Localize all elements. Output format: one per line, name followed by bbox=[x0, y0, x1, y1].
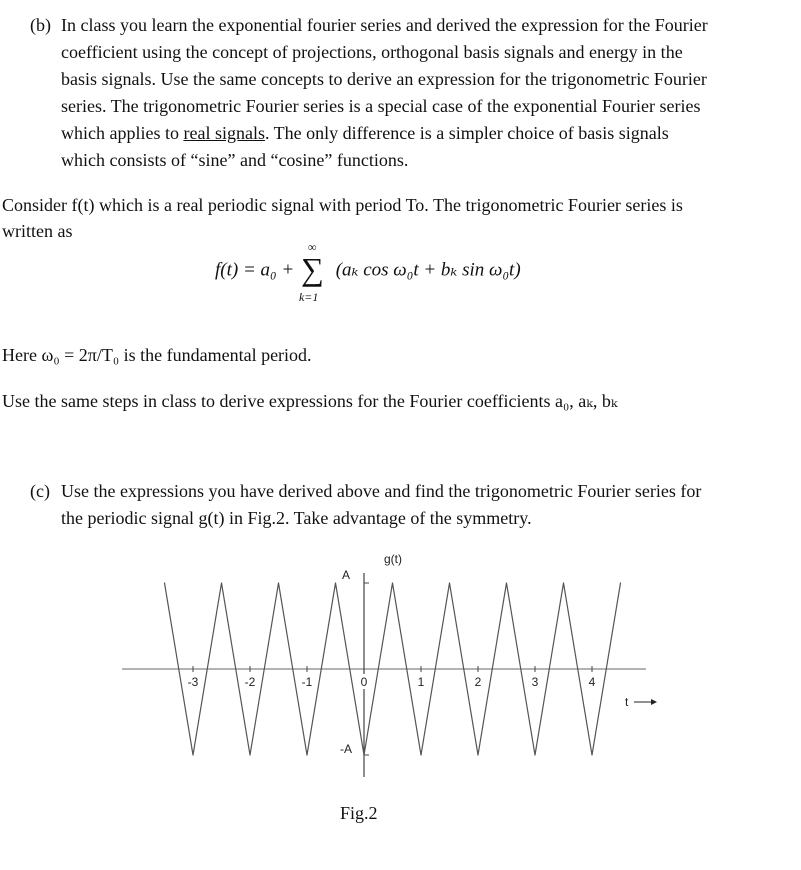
wave-vertex-point bbox=[392, 582, 393, 583]
sum-lower-limit: k=1 bbox=[298, 290, 319, 304]
part-b-line-2: coefficient using the concept of projections, orthogonal basis signals and energy in the bbox=[61, 42, 683, 62]
x-tick-label: 1 bbox=[417, 675, 425, 689]
consider-paragraph bbox=[2, 192, 792, 244]
part-b-line-4: series. The trigonometric Fourier series is a special case of the exponential Fourier series bbox=[61, 96, 701, 116]
part-c-line-1: Use the expressions you have derived above and find the trigonometric Fourier series for bbox=[61, 481, 702, 501]
derive-instructions-text: Use the same steps in class to derive expressions for the Fourier coefficients a₀, aₖ, bₖ bbox=[2, 391, 618, 411]
wave-vertex-point bbox=[591, 754, 592, 755]
part-b-line-6: which consists of “sine” and “cosine” functions. bbox=[61, 150, 409, 170]
wave-vertex-point bbox=[335, 582, 336, 583]
part-b-line-5-post: . The only difference is a simpler choice of basis signals bbox=[264, 123, 669, 143]
wave-vertex-point bbox=[506, 582, 507, 583]
part-c-line-2: the periodic signal g(t) in Fig.2. Take advantage of the symmetry. bbox=[61, 508, 532, 528]
part-c-paragraph bbox=[30, 478, 790, 532]
x-tick-label: -1 bbox=[301, 675, 313, 689]
x-tick-label: -2 bbox=[244, 675, 256, 689]
sum-symbol: ∑ bbox=[300, 251, 324, 287]
triangle-wave-chart bbox=[110, 545, 680, 785]
x-tick-label: 2 bbox=[474, 675, 482, 689]
chart-title: g(t) bbox=[384, 552, 402, 566]
sum-upper-limit: ∞ bbox=[307, 240, 317, 254]
part-b-paragraph bbox=[30, 12, 790, 174]
wave-vertex-point bbox=[620, 582, 621, 583]
real-signals-underlined: real signals bbox=[183, 123, 265, 143]
y-label-minus-A: -A bbox=[340, 742, 352, 756]
summation bbox=[298, 240, 331, 304]
figure-caption: Fig.2 bbox=[340, 803, 378, 823]
x-arrow-head bbox=[651, 699, 657, 705]
wave-vertex-point bbox=[306, 754, 307, 755]
wave-vertex-point bbox=[449, 582, 450, 583]
wave-vertex-point bbox=[563, 582, 564, 583]
x-tick-label: 3 bbox=[531, 675, 539, 689]
wave-vertex-point bbox=[221, 582, 222, 583]
x-tick-label: 0 bbox=[360, 675, 368, 689]
equation-rhs: (aₖ cos ω₀t + bₖ sin ω₀t) bbox=[335, 259, 521, 281]
y-label-A: A bbox=[341, 568, 351, 582]
wave-vertex-point bbox=[192, 754, 193, 755]
wave-vertex-point bbox=[363, 754, 364, 755]
wave-vertex-point bbox=[164, 582, 165, 583]
wave-vertex-point bbox=[278, 582, 279, 583]
fourier-series-equation bbox=[215, 240, 521, 304]
part-b-line-5-pre: which applies to bbox=[61, 123, 184, 143]
part-b-label: (b) bbox=[30, 15, 51, 35]
x-tick-label: -3 bbox=[187, 675, 199, 689]
part-b-line-3: basis signals. Use the same concepts to derive an expression for the trigonometric Fourier bbox=[61, 69, 707, 89]
x-tick-label: 4 bbox=[588, 675, 596, 689]
wave-vertex-point bbox=[477, 754, 478, 755]
fundamental-period-text: Here ω₀ = 2π/T₀ is the fundamental period. bbox=[2, 345, 312, 365]
part-c-label: (c) bbox=[30, 481, 50, 501]
wave-vertex-point bbox=[249, 754, 250, 755]
wave-vertex-point bbox=[420, 754, 421, 755]
equation-lhs: f(t) = a₀ + bbox=[215, 259, 295, 281]
consider-line-1: Consider f(t) which is a real periodic signal with period To. The trigonometric Fourier series is bbox=[2, 195, 683, 215]
consider-line-2: written as bbox=[2, 221, 73, 241]
part-b-line-5 bbox=[30, 120, 790, 147]
x-axis-label: t bbox=[625, 695, 629, 709]
wave-vertex-point bbox=[534, 754, 535, 755]
part-b-line-1: In class you learn the exponential fourier series and derived the expression for the Fourier bbox=[61, 15, 708, 35]
